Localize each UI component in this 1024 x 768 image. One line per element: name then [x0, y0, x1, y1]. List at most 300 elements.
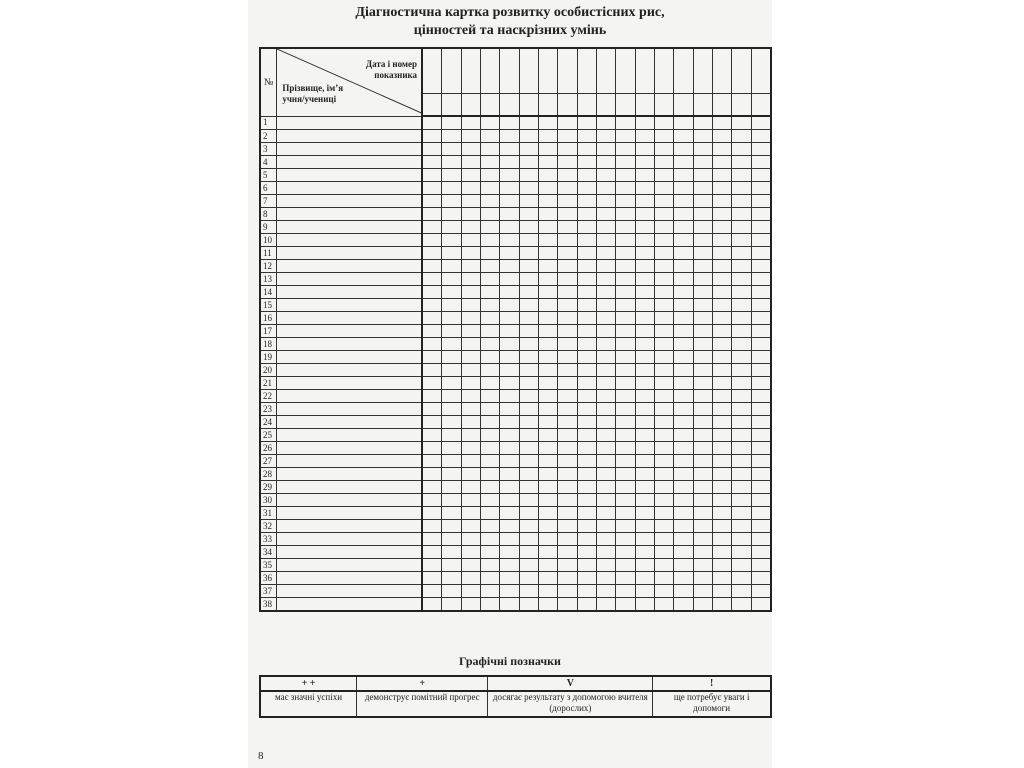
mark-cell[interactable] [558, 429, 577, 442]
mark-cell[interactable] [500, 182, 519, 195]
indicator-number-cell[interactable] [616, 48, 635, 94]
mark-cell[interactable] [519, 325, 538, 338]
mark-cell[interactable] [655, 130, 674, 143]
mark-cell[interactable] [693, 156, 712, 169]
mark-cell[interactable] [732, 546, 751, 559]
mark-cell[interactable] [616, 143, 635, 156]
mark-cell[interactable] [693, 520, 712, 533]
mark-cell[interactable] [519, 585, 538, 598]
mark-cell[interactable] [732, 221, 751, 234]
student-name-cell[interactable] [277, 221, 422, 234]
mark-cell[interactable] [674, 468, 693, 481]
mark-cell[interactable] [693, 403, 712, 416]
date-cell[interactable] [539, 94, 558, 117]
mark-cell[interactable] [693, 364, 712, 377]
student-name-cell[interactable] [277, 312, 422, 325]
student-name-cell[interactable] [277, 234, 422, 247]
mark-cell[interactable] [539, 546, 558, 559]
mark-cell[interactable] [751, 481, 771, 494]
mark-cell[interactable] [461, 273, 480, 286]
mark-cell[interactable] [597, 260, 616, 273]
mark-cell[interactable] [500, 299, 519, 312]
mark-cell[interactable] [577, 442, 596, 455]
mark-cell[interactable] [616, 377, 635, 390]
mark-cell[interactable] [597, 234, 616, 247]
mark-cell[interactable] [577, 351, 596, 364]
mark-cell[interactable] [422, 390, 442, 403]
mark-cell[interactable] [442, 520, 461, 533]
mark-cell[interactable] [558, 299, 577, 312]
mark-cell[interactable] [732, 416, 751, 429]
mark-cell[interactable] [442, 208, 461, 221]
mark-cell[interactable] [422, 377, 442, 390]
mark-cell[interactable] [422, 533, 442, 546]
mark-cell[interactable] [693, 286, 712, 299]
mark-cell[interactable] [519, 299, 538, 312]
student-name-cell[interactable] [277, 390, 422, 403]
mark-cell[interactable] [461, 442, 480, 455]
mark-cell[interactable] [712, 338, 731, 351]
mark-cell[interactable] [577, 143, 596, 156]
mark-cell[interactable] [616, 338, 635, 351]
mark-cell[interactable] [519, 351, 538, 364]
mark-cell[interactable] [616, 169, 635, 182]
mark-cell[interactable] [693, 442, 712, 455]
mark-cell[interactable] [539, 481, 558, 494]
mark-cell[interactable] [442, 442, 461, 455]
indicator-number-cell[interactable] [635, 48, 654, 94]
mark-cell[interactable] [558, 507, 577, 520]
mark-cell[interactable] [751, 208, 771, 221]
mark-cell[interactable] [422, 468, 442, 481]
mark-cell[interactable] [500, 455, 519, 468]
mark-cell[interactable] [597, 169, 616, 182]
mark-cell[interactable] [519, 559, 538, 572]
mark-cell[interactable] [635, 221, 654, 234]
mark-cell[interactable] [712, 403, 731, 416]
mark-cell[interactable] [577, 403, 596, 416]
mark-cell[interactable] [635, 286, 654, 299]
mark-cell[interactable] [442, 286, 461, 299]
mark-cell[interactable] [422, 234, 442, 247]
mark-cell[interactable] [422, 338, 442, 351]
indicator-number-cell[interactable] [500, 48, 519, 94]
student-name-cell[interactable] [277, 247, 422, 260]
mark-cell[interactable] [558, 455, 577, 468]
mark-cell[interactable] [655, 312, 674, 325]
mark-cell[interactable] [712, 455, 731, 468]
mark-cell[interactable] [712, 182, 731, 195]
mark-cell[interactable] [519, 130, 538, 143]
mark-cell[interactable] [558, 390, 577, 403]
mark-cell[interactable] [616, 403, 635, 416]
mark-cell[interactable] [442, 247, 461, 260]
mark-cell[interactable] [732, 494, 751, 507]
mark-cell[interactable] [442, 481, 461, 494]
mark-cell[interactable] [442, 195, 461, 208]
mark-cell[interactable] [481, 468, 500, 481]
mark-cell[interactable] [655, 195, 674, 208]
mark-cell[interactable] [481, 273, 500, 286]
mark-cell[interactable] [616, 156, 635, 169]
mark-cell[interactable] [519, 156, 538, 169]
student-name-cell[interactable] [277, 273, 422, 286]
mark-cell[interactable] [577, 260, 596, 273]
mark-cell[interactable] [674, 273, 693, 286]
mark-cell[interactable] [558, 338, 577, 351]
indicator-number-cell[interactable] [539, 48, 558, 94]
mark-cell[interactable] [732, 585, 751, 598]
mark-cell[interactable] [481, 351, 500, 364]
mark-cell[interactable] [751, 130, 771, 143]
mark-cell[interactable] [635, 533, 654, 546]
mark-cell[interactable] [712, 546, 731, 559]
mark-cell[interactable] [732, 325, 751, 338]
mark-cell[interactable] [519, 116, 538, 130]
mark-cell[interactable] [732, 169, 751, 182]
mark-cell[interactable] [422, 403, 442, 416]
mark-cell[interactable] [616, 130, 635, 143]
mark-cell[interactable] [635, 195, 654, 208]
mark-cell[interactable] [616, 195, 635, 208]
mark-cell[interactable] [519, 455, 538, 468]
mark-cell[interactable] [577, 364, 596, 377]
mark-cell[interactable] [558, 351, 577, 364]
mark-cell[interactable] [616, 312, 635, 325]
mark-cell[interactable] [539, 377, 558, 390]
mark-cell[interactable] [655, 156, 674, 169]
mark-cell[interactable] [481, 494, 500, 507]
mark-cell[interactable] [712, 520, 731, 533]
mark-cell[interactable] [577, 494, 596, 507]
mark-cell[interactable] [442, 546, 461, 559]
mark-cell[interactable] [597, 338, 616, 351]
mark-cell[interactable] [597, 546, 616, 559]
mark-cell[interactable] [519, 182, 538, 195]
mark-cell[interactable] [655, 260, 674, 273]
mark-cell[interactable] [539, 403, 558, 416]
mark-cell[interactable] [500, 234, 519, 247]
mark-cell[interactable] [693, 260, 712, 273]
mark-cell[interactable] [674, 494, 693, 507]
mark-cell[interactable] [693, 182, 712, 195]
mark-cell[interactable] [616, 416, 635, 429]
mark-cell[interactable] [461, 507, 480, 520]
mark-cell[interactable] [635, 130, 654, 143]
mark-cell[interactable] [422, 182, 442, 195]
date-cell[interactable] [616, 94, 635, 117]
mark-cell[interactable] [712, 247, 731, 260]
mark-cell[interactable] [655, 585, 674, 598]
mark-cell[interactable] [732, 572, 751, 585]
mark-cell[interactable] [558, 520, 577, 533]
mark-cell[interactable] [558, 546, 577, 559]
mark-cell[interactable] [481, 455, 500, 468]
mark-cell[interactable] [635, 208, 654, 221]
mark-cell[interactable] [481, 156, 500, 169]
student-name-cell[interactable] [277, 156, 422, 169]
mark-cell[interactable] [674, 247, 693, 260]
mark-cell[interactable] [481, 598, 500, 612]
mark-cell[interactable] [442, 559, 461, 572]
mark-cell[interactable] [558, 116, 577, 130]
mark-cell[interactable] [635, 273, 654, 286]
mark-cell[interactable] [674, 533, 693, 546]
mark-cell[interactable] [616, 442, 635, 455]
mark-cell[interactable] [616, 481, 635, 494]
mark-cell[interactable] [655, 234, 674, 247]
mark-cell[interactable] [655, 507, 674, 520]
student-name-cell[interactable] [277, 364, 422, 377]
mark-cell[interactable] [461, 429, 480, 442]
mark-cell[interactable] [693, 481, 712, 494]
mark-cell[interactable] [539, 598, 558, 612]
mark-cell[interactable] [461, 312, 480, 325]
indicator-number-cell[interactable] [597, 48, 616, 94]
mark-cell[interactable] [674, 520, 693, 533]
mark-cell[interactable] [693, 377, 712, 390]
mark-cell[interactable] [751, 221, 771, 234]
mark-cell[interactable] [616, 572, 635, 585]
mark-cell[interactable] [635, 559, 654, 572]
mark-cell[interactable] [461, 299, 480, 312]
mark-cell[interactable] [597, 559, 616, 572]
mark-cell[interactable] [693, 598, 712, 612]
mark-cell[interactable] [519, 403, 538, 416]
mark-cell[interactable] [500, 130, 519, 143]
mark-cell[interactable] [461, 143, 480, 156]
mark-cell[interactable] [635, 247, 654, 260]
mark-cell[interactable] [500, 312, 519, 325]
mark-cell[interactable] [693, 221, 712, 234]
mark-cell[interactable] [693, 247, 712, 260]
mark-cell[interactable] [422, 429, 442, 442]
mark-cell[interactable] [500, 585, 519, 598]
mark-cell[interactable] [674, 221, 693, 234]
mark-cell[interactable] [577, 416, 596, 429]
student-name-cell[interactable] [277, 260, 422, 273]
mark-cell[interactable] [635, 234, 654, 247]
mark-cell[interactable] [674, 598, 693, 612]
mark-cell[interactable] [500, 507, 519, 520]
indicator-number-cell[interactable] [481, 48, 500, 94]
mark-cell[interactable] [481, 221, 500, 234]
student-name-cell[interactable] [277, 416, 422, 429]
mark-cell[interactable] [422, 299, 442, 312]
mark-cell[interactable] [751, 195, 771, 208]
mark-cell[interactable] [655, 182, 674, 195]
mark-cell[interactable] [558, 182, 577, 195]
mark-cell[interactable] [693, 390, 712, 403]
mark-cell[interactable] [597, 208, 616, 221]
date-cell[interactable] [693, 94, 712, 117]
mark-cell[interactable] [616, 351, 635, 364]
mark-cell[interactable] [500, 260, 519, 273]
mark-cell[interactable] [712, 429, 731, 442]
mark-cell[interactable] [635, 585, 654, 598]
mark-cell[interactable] [481, 390, 500, 403]
mark-cell[interactable] [712, 416, 731, 429]
mark-cell[interactable] [442, 182, 461, 195]
mark-cell[interactable] [558, 221, 577, 234]
mark-cell[interactable] [751, 156, 771, 169]
mark-cell[interactable] [616, 364, 635, 377]
mark-cell[interactable] [674, 299, 693, 312]
mark-cell[interactable] [655, 338, 674, 351]
mark-cell[interactable] [674, 546, 693, 559]
mark-cell[interactable] [481, 286, 500, 299]
mark-cell[interactable] [655, 598, 674, 612]
mark-cell[interactable] [616, 182, 635, 195]
mark-cell[interactable] [481, 546, 500, 559]
mark-cell[interactable] [732, 143, 751, 156]
mark-cell[interactable] [616, 273, 635, 286]
mark-cell[interactable] [597, 572, 616, 585]
mark-cell[interactable] [693, 351, 712, 364]
mark-cell[interactable] [635, 312, 654, 325]
mark-cell[interactable] [577, 468, 596, 481]
mark-cell[interactable] [539, 429, 558, 442]
mark-cell[interactable] [500, 156, 519, 169]
mark-cell[interactable] [712, 208, 731, 221]
mark-cell[interactable] [693, 116, 712, 130]
mark-cell[interactable] [597, 455, 616, 468]
mark-cell[interactable] [422, 221, 442, 234]
mark-cell[interactable] [422, 286, 442, 299]
mark-cell[interactable] [674, 182, 693, 195]
mark-cell[interactable] [422, 455, 442, 468]
mark-cell[interactable] [422, 572, 442, 585]
mark-cell[interactable] [732, 156, 751, 169]
mark-cell[interactable] [539, 507, 558, 520]
mark-cell[interactable] [577, 546, 596, 559]
mark-cell[interactable] [442, 299, 461, 312]
date-cell[interactable] [732, 94, 751, 117]
mark-cell[interactable] [597, 221, 616, 234]
mark-cell[interactable] [597, 299, 616, 312]
mark-cell[interactable] [519, 169, 538, 182]
mark-cell[interactable] [712, 260, 731, 273]
mark-cell[interactable] [693, 468, 712, 481]
mark-cell[interactable] [597, 130, 616, 143]
mark-cell[interactable] [461, 221, 480, 234]
mark-cell[interactable] [422, 507, 442, 520]
student-name-cell[interactable] [277, 468, 422, 481]
mark-cell[interactable] [442, 156, 461, 169]
mark-cell[interactable] [577, 585, 596, 598]
mark-cell[interactable] [422, 116, 442, 130]
mark-cell[interactable] [558, 585, 577, 598]
mark-cell[interactable] [481, 195, 500, 208]
mark-cell[interactable] [674, 403, 693, 416]
mark-cell[interactable] [751, 494, 771, 507]
mark-cell[interactable] [616, 299, 635, 312]
indicator-number-cell[interactable] [751, 48, 771, 94]
mark-cell[interactable] [693, 533, 712, 546]
mark-cell[interactable] [751, 533, 771, 546]
mark-cell[interactable] [558, 169, 577, 182]
mark-cell[interactable] [655, 416, 674, 429]
mark-cell[interactable] [597, 390, 616, 403]
mark-cell[interactable] [597, 247, 616, 260]
student-name-cell[interactable] [277, 403, 422, 416]
mark-cell[interactable] [500, 572, 519, 585]
mark-cell[interactable] [732, 403, 751, 416]
mark-cell[interactable] [539, 208, 558, 221]
mark-cell[interactable] [732, 507, 751, 520]
mark-cell[interactable] [519, 221, 538, 234]
mark-cell[interactable] [558, 273, 577, 286]
mark-cell[interactable] [712, 598, 731, 612]
mark-cell[interactable] [751, 182, 771, 195]
mark-cell[interactable] [442, 455, 461, 468]
mark-cell[interactable] [655, 533, 674, 546]
mark-cell[interactable] [539, 169, 558, 182]
mark-cell[interactable] [674, 338, 693, 351]
mark-cell[interactable] [422, 481, 442, 494]
mark-cell[interactable] [577, 286, 596, 299]
indicator-number-cell[interactable] [519, 48, 538, 94]
mark-cell[interactable] [500, 273, 519, 286]
mark-cell[interactable] [655, 455, 674, 468]
indicator-number-cell[interactable] [712, 48, 731, 94]
mark-cell[interactable] [558, 533, 577, 546]
mark-cell[interactable] [655, 442, 674, 455]
mark-cell[interactable] [655, 299, 674, 312]
mark-cell[interactable] [693, 143, 712, 156]
student-name-cell[interactable] [277, 546, 422, 559]
mark-cell[interactable] [732, 468, 751, 481]
mark-cell[interactable] [635, 442, 654, 455]
mark-cell[interactable] [422, 156, 442, 169]
mark-cell[interactable] [577, 390, 596, 403]
mark-cell[interactable] [635, 169, 654, 182]
mark-cell[interactable] [597, 585, 616, 598]
mark-cell[interactable] [712, 116, 731, 130]
student-name-cell[interactable] [277, 286, 422, 299]
mark-cell[interactable] [751, 559, 771, 572]
mark-cell[interactable] [577, 182, 596, 195]
mark-cell[interactable] [712, 572, 731, 585]
mark-cell[interactable] [577, 429, 596, 442]
mark-cell[interactable] [635, 494, 654, 507]
mark-cell[interactable] [655, 286, 674, 299]
mark-cell[interactable] [693, 299, 712, 312]
mark-cell[interactable] [461, 130, 480, 143]
mark-cell[interactable] [674, 572, 693, 585]
mark-cell[interactable] [461, 195, 480, 208]
mark-cell[interactable] [422, 208, 442, 221]
mark-cell[interactable] [732, 481, 751, 494]
mark-cell[interactable] [751, 169, 771, 182]
mark-cell[interactable] [635, 325, 654, 338]
mark-cell[interactable] [442, 338, 461, 351]
mark-cell[interactable] [655, 169, 674, 182]
mark-cell[interactable] [674, 234, 693, 247]
mark-cell[interactable] [597, 286, 616, 299]
mark-cell[interactable] [481, 416, 500, 429]
mark-cell[interactable] [712, 195, 731, 208]
mark-cell[interactable] [500, 208, 519, 221]
mark-cell[interactable] [616, 260, 635, 273]
mark-cell[interactable] [422, 559, 442, 572]
mark-cell[interactable] [693, 585, 712, 598]
mark-cell[interactable] [422, 416, 442, 429]
mark-cell[interactable] [577, 247, 596, 260]
mark-cell[interactable] [732, 390, 751, 403]
mark-cell[interactable] [442, 325, 461, 338]
mark-cell[interactable] [674, 455, 693, 468]
